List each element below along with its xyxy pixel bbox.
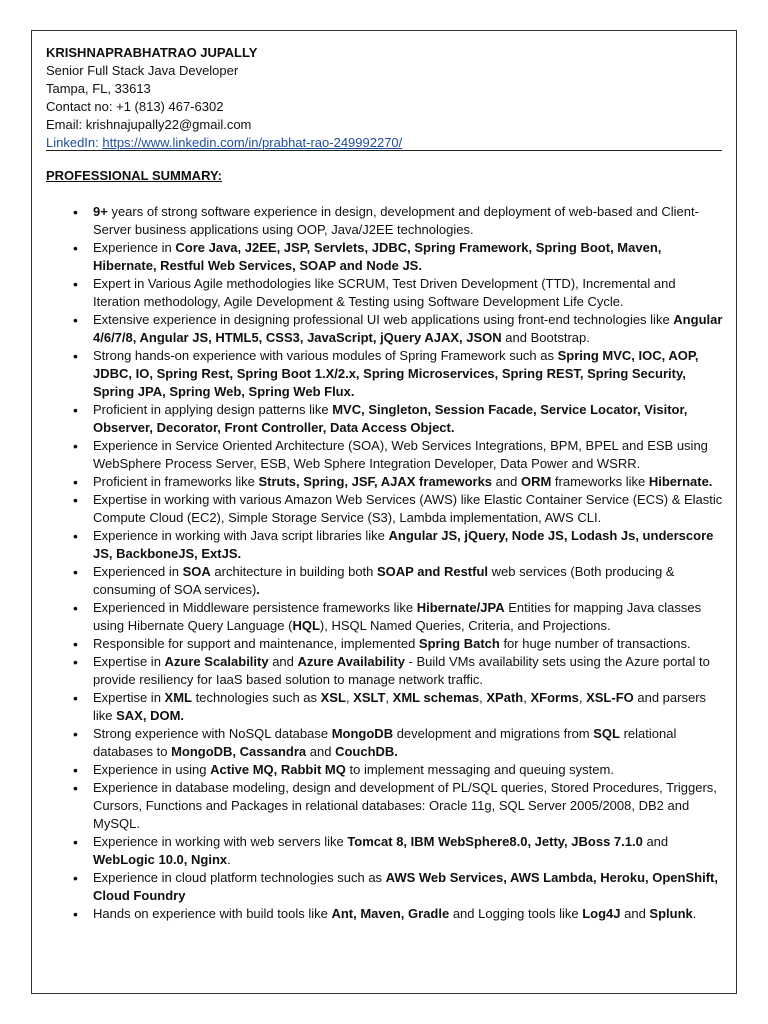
bold-text: XSL — [320, 690, 346, 705]
text: - Build VMs availability sets using the Azure portal to provide resiliency for IaaS based solution to manage network traffic. — [93, 654, 710, 687]
summary-item — [93, 275, 723, 311]
heading-word: SUMMARY: — [151, 168, 223, 183]
text: , — [345, 690, 354, 705]
contact-number: Contact no: +1 (813) 467-6302 — [46, 99, 224, 114]
bold-text: SAX, DOM. — [116, 708, 185, 723]
bold-text: Azure Availability — [297, 654, 405, 669]
text: and — [642, 834, 669, 849]
text: Proficient in frameworks like — [93, 474, 259, 489]
summary-item — [93, 599, 723, 635]
text: Extensive experience in designing professional UI web applications using front-end technologies like — [93, 312, 674, 327]
text: Experience in using — [93, 762, 211, 777]
text: , — [479, 690, 487, 705]
bold-text: Core Java, J2EE, JSP, Servlets, JDBC, Spring Framework, Spring Boot, Maven, Hibernate, Restful Web Services, SOAP and Node JS. — [93, 240, 662, 273]
summary-item — [93, 869, 723, 905]
text: and — [492, 474, 521, 489]
bold-text: XPath — [486, 690, 524, 705]
linkedin-link[interactable]: https://www.linkedin.com/in/prabhat-rao-249992270/ — [102, 135, 403, 150]
bold-text: Angular JS, jQuery, Node JS, Lodash Js, underscore JS, BackboneJS, ExtJS. — [93, 528, 714, 561]
text: development and migrations from — [393, 726, 594, 741]
bold-text: Azure Scalability — [164, 654, 269, 669]
summary-item — [93, 437, 723, 473]
text: architecture in building both — [210, 564, 378, 579]
text: Experience in database modeling, design and development of PL/SQL queries, Stored Procedures, Triggers, Cursors, Functions and Packages in relational databases: Oracle 11g, SQL Server 2005/2008, DB2 and MySQL. — [93, 780, 717, 831]
job-title: Senior Full Stack Java Developer — [46, 63, 239, 78]
section-heading-professional-summary — [46, 167, 222, 185]
bold-text: AWS Web Services, AWS Lambda, Heroku, OpenShift, Cloud Foundry — [93, 870, 718, 903]
text: ), HSQL Named Queries, Criteria, and Projections. — [319, 618, 611, 633]
text: Experience in working with Java script libraries like — [93, 528, 389, 543]
text: Experience in Service Oriented Architecture (SOA), Web Services Integrations, BPM, BPEL and ESB using WebSphere Process Server, ESB, Web Sphere Integration Developer, Data Power and WSRR. — [93, 438, 708, 471]
text: relational databases to — [93, 726, 677, 759]
text: Experienced in Middleware persistence frameworks like — [93, 600, 417, 615]
bold-text: MVC, Singleton, Session Facade, Service Locator, Visitor, Observer, Decorator, Front Controller, Data Access Object. — [93, 402, 688, 435]
summary-item — [93, 833, 723, 869]
text: and — [268, 654, 298, 669]
text: Experience in cloud platform technologies such as — [93, 870, 386, 885]
bold-text: XSLT — [353, 690, 386, 705]
summary-item — [93, 311, 723, 347]
text: Expertise in — [93, 690, 165, 705]
bold-text: XSL-FO — [586, 690, 634, 705]
email: Email: krishnajupally22@gmail.com — [46, 117, 252, 132]
resume-header — [46, 44, 722, 152]
text: and Bootstrap. — [501, 330, 590, 345]
bold-text: HQL — [292, 618, 320, 633]
text: Responsible for support and maintenance, implemented — [93, 636, 419, 651]
text: Expertise in working with various Amazon Web Services (AWS) like Elastic Container Service (ECS) & Elastic Compute Cloud (EC2), Simple Storage Service (S3), Lambda implementation, AWS CLI. — [93, 492, 723, 525]
bold-text: WebLogic 10.0, Nginx — [93, 852, 228, 867]
bold-text: Log4J — [582, 906, 621, 921]
text: Expertise in — [93, 654, 165, 669]
text: Entities for mapping Java classes using Hibernate Query Language ( — [93, 600, 702, 633]
summary-item — [93, 725, 723, 761]
text: frameworks like — [551, 474, 649, 489]
text: web services (Both producing & consuming of SOA services) — [93, 564, 675, 597]
summary-item — [93, 761, 723, 779]
summary-item — [93, 653, 723, 689]
heading-word: PROFESSIONAL — [46, 168, 149, 183]
text: Hands on experience with build tools like — [93, 906, 332, 921]
summary-item — [93, 203, 723, 239]
text: , — [578, 690, 587, 705]
summary-item — [93, 347, 723, 401]
text: for huge number of transactions. — [499, 636, 691, 651]
summary-item — [93, 527, 723, 563]
linkedin-label: LinkedIn: — [46, 135, 103, 150]
header-divider — [46, 150, 722, 151]
text: Experienced in — [93, 564, 183, 579]
bold-text: Tomcat 8, IBM WebSphere8.0, Jetty, JBoss 7.1.0 — [347, 834, 643, 849]
text: years of strong software experience in design, development and deployment of web-based and Client-Server business applications using OOP, Java/J2EE technologies. — [93, 204, 699, 237]
text: technologies such as — [192, 690, 321, 705]
bold-text: SQL — [593, 726, 620, 741]
summary-list — [93, 203, 723, 923]
bold-text: Hibernate/JPA — [416, 600, 505, 615]
text: , — [385, 690, 393, 705]
bold-text: Ant, Maven, Gradle — [331, 906, 450, 921]
bold-text: ORM — [520, 474, 552, 489]
text: and — [620, 906, 650, 921]
bold-text: Struts, Spring, JSF, AJAX frameworks — [258, 474, 493, 489]
text: Strong hands-on experience with various modules of Spring Framework such as — [93, 348, 558, 363]
bold-text: . — [256, 582, 260, 597]
summary-item — [93, 635, 723, 653]
text: Experience in — [93, 240, 176, 255]
text: , — [523, 690, 531, 705]
bold-text: SOAP and Restful — [377, 564, 489, 579]
bold-text: MongoDB — [331, 726, 394, 741]
summary-item — [93, 779, 723, 833]
bold-text: 9+ — [93, 204, 108, 219]
text: Expert in Various Agile methodologies like SCRUM, Test Driven Development (TTD), Incremental and Iteration methodology, Agile Development & Testing using Software Development Life Cycle. — [93, 276, 676, 309]
bold-text: Spring Batch — [418, 636, 500, 651]
text: . — [227, 852, 231, 867]
bold-text: SOA — [182, 564, 211, 579]
summary-item — [93, 491, 723, 527]
summary-item — [93, 473, 723, 491]
summary-item — [93, 563, 723, 599]
bold-text: Angular 4/6/7/8, Angular JS, HTML5, CSS3, JavaScript, jQuery AJAX, JSON — [93, 312, 723, 345]
summary-item — [93, 689, 723, 725]
text: and Logging tools like — [449, 906, 583, 921]
location: Tampa, FL, 33613 — [46, 81, 151, 96]
bold-text: Hibernate. — [648, 474, 713, 489]
bold-text: CouchDB. — [335, 744, 398, 759]
text: to implement messaging and queuing system. — [345, 762, 614, 777]
text: Proficient in applying design patterns like — [93, 402, 333, 417]
text: Strong experience with NoSQL database — [93, 726, 332, 741]
text: . — [692, 906, 697, 921]
bold-text: XForms — [530, 690, 579, 705]
bold-text: Splunk — [649, 906, 693, 921]
summary-item — [93, 905, 723, 923]
bold-text: XML — [164, 690, 192, 705]
candidate-name: KRISHNAPRABHATRAO JUPALLY — [46, 45, 258, 60]
bold-text: XML schemas — [392, 690, 480, 705]
text: Experience in working with web servers like — [93, 834, 348, 849]
bold-text: MongoDB, Cassandra — [171, 744, 307, 759]
bold-text: Active MQ, Rabbit MQ — [210, 762, 346, 777]
text: and — [306, 744, 336, 759]
summary-item — [93, 401, 723, 437]
text: and parsers like — [93, 690, 707, 723]
bold-text: Spring MVC, IOC, AOP, JDBC, IO, Spring Rest, Spring Boot 1.X/2.x, Spring Microservices, Spring REST, Spring Security, Spring JPA, Spring Web, Spring Web Flux. — [93, 348, 699, 399]
summary-item — [93, 239, 723, 275]
